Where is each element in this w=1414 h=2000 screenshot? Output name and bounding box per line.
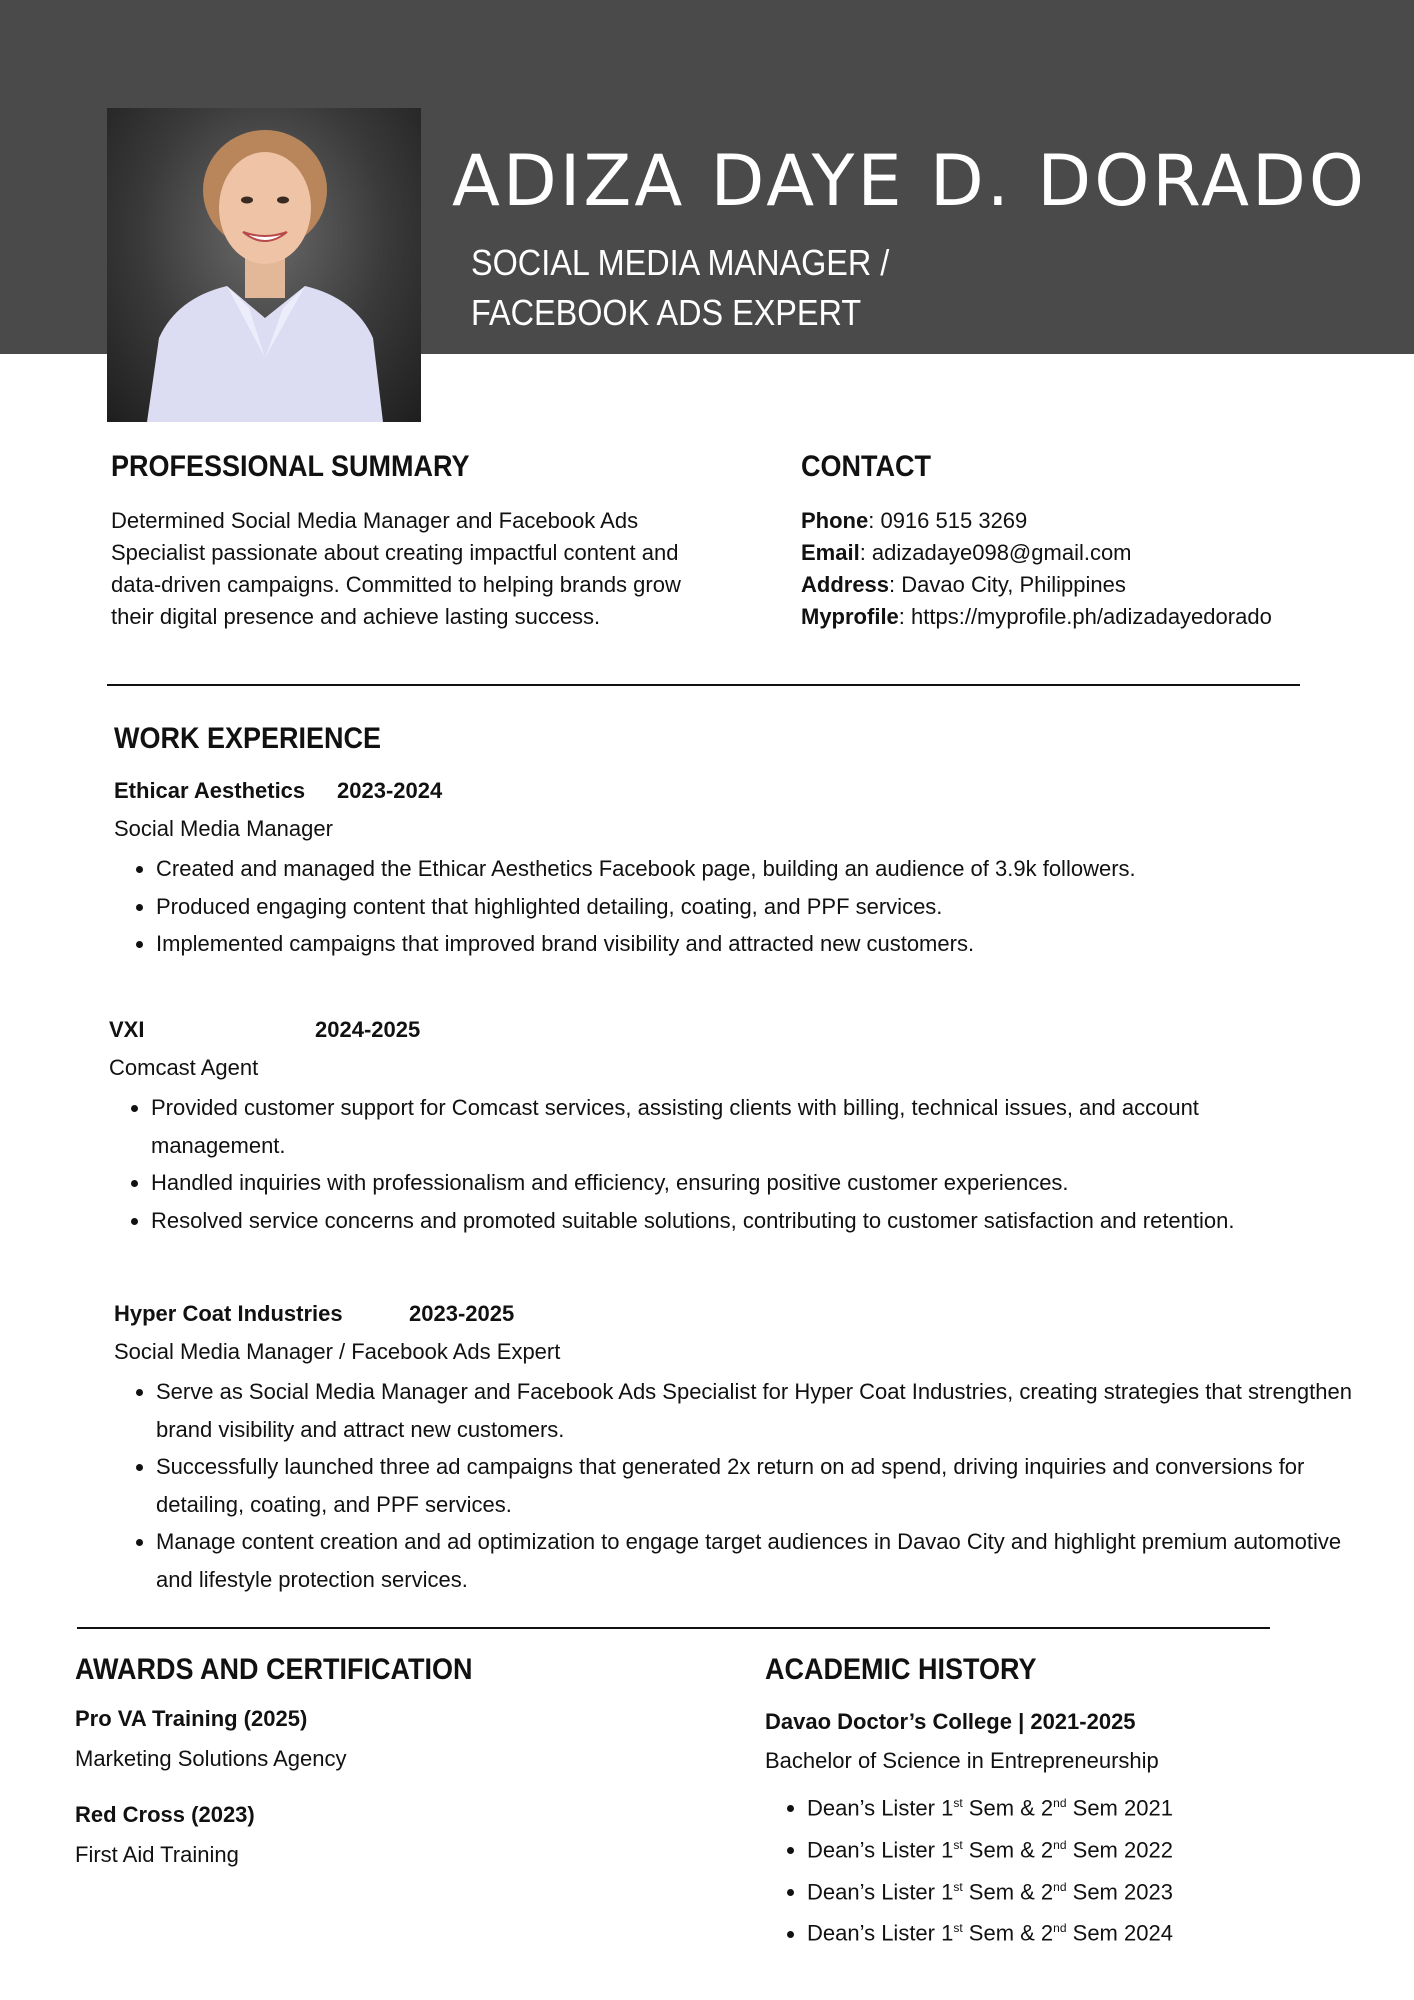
contact-list <box>801 505 1272 633</box>
job-1-bullets <box>116 850 1336 963</box>
job-2-years: 2024-2025 <box>315 1017 421 1042</box>
award-1-org: Marketing Solutions Agency <box>75 1746 347 1771</box>
list-item: • Dean’s Lister 1st Sem & 2nd Sem 2024 <box>807 1910 1367 1952</box>
list-item: • Serve as Social Media Manager and Facebook Ads Specialist for Hyper Coat Industries, creating strategies that strengthen brand visibility and attract new customers. <box>156 1373 1356 1448</box>
summary-heading: PROFESSIONAL SUMMARY <box>111 450 470 483</box>
list-item: • Produced engaging content that highlighted detailing, coating, and PPF services. <box>156 888 1336 926</box>
job-title-line-1: SOCIAL MEDIA MANAGER / <box>471 242 890 283</box>
academic-degree: Bachelor of Science in Entrepreneurship <box>765 1748 1159 1773</box>
section-divider-top <box>107 684 1300 686</box>
contact-email-value: : adizadaye098@gmail.com <box>859 540 1132 565</box>
job-3-company: Hyper Coat Industries <box>114 1301 343 1326</box>
profile-photo-figure <box>107 108 421 422</box>
list-item: • Handled inquiries with professionalism and efficiency, ensuring positive customer experiences. <box>151 1164 1281 1202</box>
contact-phone-label: Phone <box>801 508 869 533</box>
job-2-bullets <box>111 1089 1281 1239</box>
job-1-company: Ethicar Aesthetics <box>114 778 306 803</box>
contact-address-label: Address <box>801 572 890 597</box>
contact-profile <box>801 601 1272 633</box>
list-item: • Dean’s Lister 1st Sem & 2nd Sem 2022 <box>807 1827 1367 1869</box>
list-item: • Manage content creation and ad optimization to engage target audiences in Davao City and highlight premium automotive and lifestyle protection services. <box>156 1523 1356 1598</box>
job-3-years: 2023-2025 <box>409 1301 515 1326</box>
list-item: • Resolved service concerns and promoted suitable solutions, contributing to customer satisfaction and retention. <box>151 1202 1281 1240</box>
job-1-role: Social Media Manager <box>114 816 333 841</box>
job-2-company: VXI <box>109 1017 145 1042</box>
contact-email-label: Email <box>801 540 860 565</box>
list-item: • Dean’s Lister 1st Sem & 2nd Sem 2023 <box>807 1869 1367 1911</box>
academic-heading: ACADEMIC HISTORY <box>765 1653 1037 1686</box>
list-item: • Successfully launched three ad campaigns that generated 2x return on ad spend, driving inquiries and conversions for detailing, coating, and PPF services. <box>156 1448 1356 1523</box>
job-3-bullets <box>116 1373 1356 1598</box>
list-item: • Provided customer support for Comcast services, assisting clients with billing, technical issues, and account management. <box>151 1089 1281 1164</box>
contact-address <box>801 569 1272 601</box>
job-title-line-2: FACEBOOK ADS EXPERT <box>471 292 862 333</box>
academic-honors <box>767 1785 1367 1952</box>
academic-school: Davao Doctor’s College | 2021-2025 <box>765 1709 1136 1734</box>
section-divider-bottom <box>77 1627 1270 1629</box>
work-heading: WORK EXPERIENCE <box>114 722 382 755</box>
candidate-name: ADIZA DAYE D. DORADO <box>452 140 1367 222</box>
contact-profile-value: : https://myprofile.ph/adizadayedorado <box>898 604 1272 629</box>
award-2-org: First Aid Training <box>75 1842 239 1867</box>
job-2-role: Comcast Agent <box>109 1055 259 1080</box>
list-item: • Implemented campaigns that improved brand visibility and attracted new customers. <box>156 925 1336 963</box>
contact-address-value: : Davao City, Philippines <box>889 572 1126 597</box>
contact-phone <box>801 505 1272 537</box>
contact-profile-label: Myprofile <box>801 604 899 629</box>
job-1-years: 2023-2024 <box>337 778 443 803</box>
contact-phone-value: : 0916 515 3269 <box>868 508 1028 533</box>
job-3-role: Social Media Manager / Facebook Ads Expert <box>114 1339 561 1364</box>
summary-text: Determined Social Media Manager and Facebook Ads Specialist passionate about creating impactful content and data-driven campaigns. Committed to helping brands grow their digital presence and achieve lasting success. <box>111 508 681 629</box>
award-1-title: Pro VA Training (2025) <box>75 1706 308 1731</box>
contact-heading: CONTACT <box>801 450 931 483</box>
list-item: • Dean’s Lister 1st Sem & 2nd Sem 2021 <box>807 1785 1367 1827</box>
list-item: • Created and managed the Ethicar Aesthetics Facebook page, building an audience of 3.9k followers. <box>156 850 1336 888</box>
awards-heading: AWARDS AND CERTIFICATION <box>75 1653 473 1686</box>
contact-email <box>801 537 1272 569</box>
award-2-title: Red Cross (2023) <box>75 1802 255 1827</box>
profile-photo <box>107 108 421 422</box>
